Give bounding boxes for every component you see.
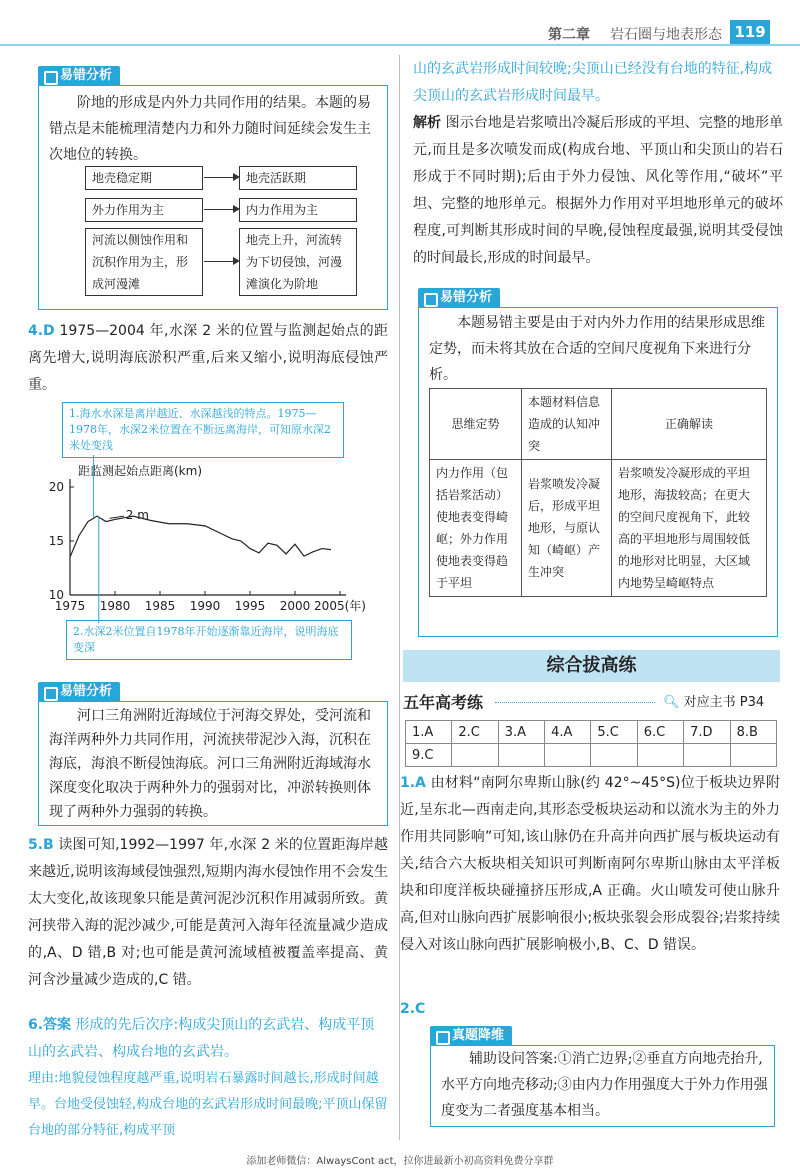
chapter-title: 岩石圈与地表形态	[610, 27, 722, 43]
arrow-right-2	[204, 209, 238, 210]
q5-number: 5.B	[28, 837, 54, 853]
real-question-box	[430, 1045, 775, 1127]
page-footer: 添加老师微信：AlwaysCont act，拉你进最新小初高资料免费分享群	[246, 1156, 554, 1167]
table-row	[406, 721, 777, 744]
distance-chart	[30, 455, 390, 623]
box2-text: 河口三角洲附近海域位于河海交界处，受河流和海洋两种外力共同作用，河流挟带泥沙入海，沉积在海底，海浪不断侵蚀海底。河口三角洲附近海域海水深度变化取决于两种外力的强弱对比，冲淤转换则体现了两种外力强弱的转换。	[49, 708, 371, 820]
x-tick-label: 1990	[189, 599, 221, 613]
answer-cell: 1.A	[406, 721, 452, 744]
error-analysis-box-1	[38, 85, 388, 310]
flow-river-floodplain: 河流以侧蚀作用和沉积作用为主，形成河漫滩	[85, 228, 203, 296]
answer-cell: 4.A	[545, 721, 591, 744]
table-cell: 内力作用（包括岩浆活动）使地表变得崎岖；外力作用使地表变得趋于平坦	[430, 460, 522, 597]
answer-cell-empty	[730, 744, 776, 767]
explanation-text: 图示台地是岩浆喷出冷凝后形成的平坦、完整的地形单元,而且是多次喷发而成(构成台地、平顶山和尖顶山的岩石形成于不同时期);后由于外力侵蚀、风化等作用,“破坏”平坦、完整的地形单元。根据外力作用对平坦地形单元的破坏程度,可判断其形成时间的早晚,侵蚀程度最强,说明其受侵蚀的时间最长,形成的时间最早。	[413, 115, 784, 266]
error-analysis-tag: 易错分析	[38, 66, 120, 86]
q6-answer-text: 形成的先后次序:构成尖顶山的玄武岩、构成平顶山的玄武岩、构成台地的玄武岩。	[28, 1017, 375, 1060]
y-tick-label: 15	[48, 534, 64, 548]
table-row	[430, 389, 767, 460]
answer-cell-empty	[637, 744, 683, 767]
x-tick-label: 1985	[144, 599, 176, 613]
x-tick-label: 1975	[54, 599, 86, 613]
x-tick-label: 1995	[234, 599, 266, 613]
chapter-label: 第二章	[548, 27, 590, 43]
answer-cell: 5.C	[591, 721, 637, 744]
answer-cell-empty	[591, 744, 637, 767]
q1-answer	[400, 770, 780, 959]
chart-title: 距监测起始点距离(km)	[78, 464, 203, 478]
table-header: 思维定势	[430, 389, 522, 460]
q6-answer-label: 答案	[43, 1017, 72, 1033]
arrow-right-1	[204, 177, 238, 178]
answer-cell: 3.A	[498, 721, 544, 744]
table-row	[430, 460, 767, 597]
page-number: 119	[730, 20, 770, 44]
box3-text: 本题易错主要是由于对内外力作用的结果形成思维定势，而未将其放在合适的空间尺度视角下来进行分析。	[429, 315, 765, 383]
answer-cell-empty	[545, 744, 591, 767]
series-label: 2 m	[125, 508, 149, 523]
table-cell: 岩浆喷发冷凝形成的平坦地形，海拔较高；在更大的空间尺度视角下，此较高的平坦地形与周围较低的地形对比明显，大区域内地势呈崎岖特点	[612, 460, 767, 597]
dotted-line	[495, 702, 655, 703]
y-tick-label: 20	[48, 480, 64, 494]
x-tick-label: 1980	[99, 599, 131, 613]
page-header	[0, 0, 800, 50]
flow-external: 外力作用为主	[85, 198, 203, 222]
error-analysis-box-3	[418, 307, 778, 637]
table-cell: 岩浆喷发冷凝后，形成平坦地形，与原认知（崎岖）产生冲突	[522, 460, 612, 597]
header-line	[0, 44, 800, 46]
explanation	[413, 110, 783, 272]
q1-text: 由材料“南阿尔卑斯山脉(约 42°~45°S)位于板块边界附近,呈东北—西南走向,其形态受板块运动和以流水为主的外力作用共同影响”可知,该山脉仍在升高并向西扩展与板块运动有关,结合六大板块相关知识可判断南阿尔卑斯山脉由太平洋板块和印度洋板块碰撞挤压形成,A 正确。火山喷发可使山脉升高,但对山脉向西扩展影响很小;板块张裂会形成裂谷;岩浆持续侵入对该山脉向西扩展影响极小,B、C、D 错误。	[400, 775, 780, 953]
error-analysis-tag-3: 易错分析	[418, 288, 500, 308]
error-analysis-tag-2: 易错分析	[38, 682, 120, 702]
q6-answer	[28, 1012, 388, 1144]
subsection-title: 五年高考练	[403, 693, 484, 712]
answer-cell: 8.B	[730, 721, 776, 744]
table-header: 本题材料信息造成的认知冲突	[522, 389, 612, 460]
error-analysis-box-2	[38, 701, 388, 826]
answer-cell-empty	[452, 744, 498, 767]
q6-reason: 理由:地貌侵蚀程度越严重,说明岩石暴露时间越长,形成时间越早。台地受侵蚀轻,构成台地的玄武岩形成时间最晚;平顶山保留台地的部分特征,构成平顶	[28, 1071, 388, 1138]
q4-number: 4.D	[28, 323, 55, 339]
series-line-2m	[70, 516, 331, 557]
real-question-tag: 真题降维	[430, 1026, 512, 1046]
q6-number: 6.	[28, 1017, 44, 1033]
q4-text: 1975—2004 年,水深 2 米的位置与监测起始点的距离先增大,说明海底淤积严重,后来又缩小,说明海底侵蚀严重。	[28, 323, 389, 393]
reference-link[interactable]: 🔍︎ 对应主书 P34	[663, 695, 765, 710]
flow-stable: 地壳稳定期	[85, 166, 203, 190]
x-tick-label: 2000	[279, 599, 311, 613]
answer-cell: 2.C	[452, 721, 498, 744]
x-tick-label: 2005(年)	[314, 599, 366, 613]
answer-table	[405, 720, 777, 767]
box1-text: 阶地的形成是内外力共同作用的结果。本题的易错点是未能梳理清楚内力和外力随时间延续会发生主次地位的转换。	[49, 95, 371, 163]
section-banner: 综合拔高练	[403, 650, 780, 682]
answer-cell-empty	[684, 744, 730, 767]
answer-cell: 6.C	[637, 721, 683, 744]
q2-number: 2.C	[400, 1001, 426, 1017]
chart-note-2: 2.水深2米位置自1978年开始逐渐靠近海岸，说明海底变深	[66, 620, 352, 660]
q5-answer	[28, 832, 388, 994]
arrow-right-3	[204, 261, 238, 262]
subsection-header	[403, 690, 780, 714]
search-icon: 🔍︎	[663, 695, 680, 710]
q2-answer	[400, 996, 425, 1023]
y-tick-label: 10	[48, 588, 64, 602]
q5-text: 读图可知,1992—1997 年,水深 2 米的位置距海岸越来越近,说明该海域侵蚀强烈,短期内海水侵蚀作用不会发生太大变化,故该现象只能是黄河泥沙沉积作用减弱所致。黄河挟带入海的泥沙减少,可能是黄河入海年径流量减少造成的,A、D 错,B 对;也可能是黄河流域植被覆盖率提高、黄河含沙量减少造成的,C 错。	[28, 837, 389, 988]
q6-continued: 山的玄武岩形成时间较晚;尖顶山已经没有台地的特征,构成尖顶山的玄武岩形成时间最早。	[413, 61, 773, 104]
table-header: 正确解读	[612, 389, 767, 460]
explanation-label: 解析	[413, 115, 442, 131]
flow-internal: 内力作用为主	[239, 198, 357, 222]
box4-text: 辅助设问答案:①消亡边界;②垂直方向地壳抬升,水平方向地壳移动;③由内力作用强度大于外力作用强度变为二者强度基本相当。	[441, 1051, 768, 1119]
table-row	[406, 744, 777, 767]
column-divider	[399, 55, 400, 1140]
answer-cell: 7.D	[684, 721, 730, 744]
flow-terrace: 地壳上升，河流转为下切侵蚀，河漫滩演化为阶地	[239, 228, 357, 296]
q1-number: 1.A	[400, 775, 426, 791]
answer-cell: 9.C	[406, 744, 452, 767]
chart-note-1: 1.海水水深是离岸越近、水深越浅的特点。1975—1978年，水深2米位置在不断远离海岸，可知原水深2米处变浅	[62, 402, 344, 458]
answer-cell-empty	[498, 744, 544, 767]
flow-active: 地壳活跃期	[239, 166, 357, 190]
q4-answer	[28, 318, 388, 399]
thinking-table	[429, 388, 767, 597]
